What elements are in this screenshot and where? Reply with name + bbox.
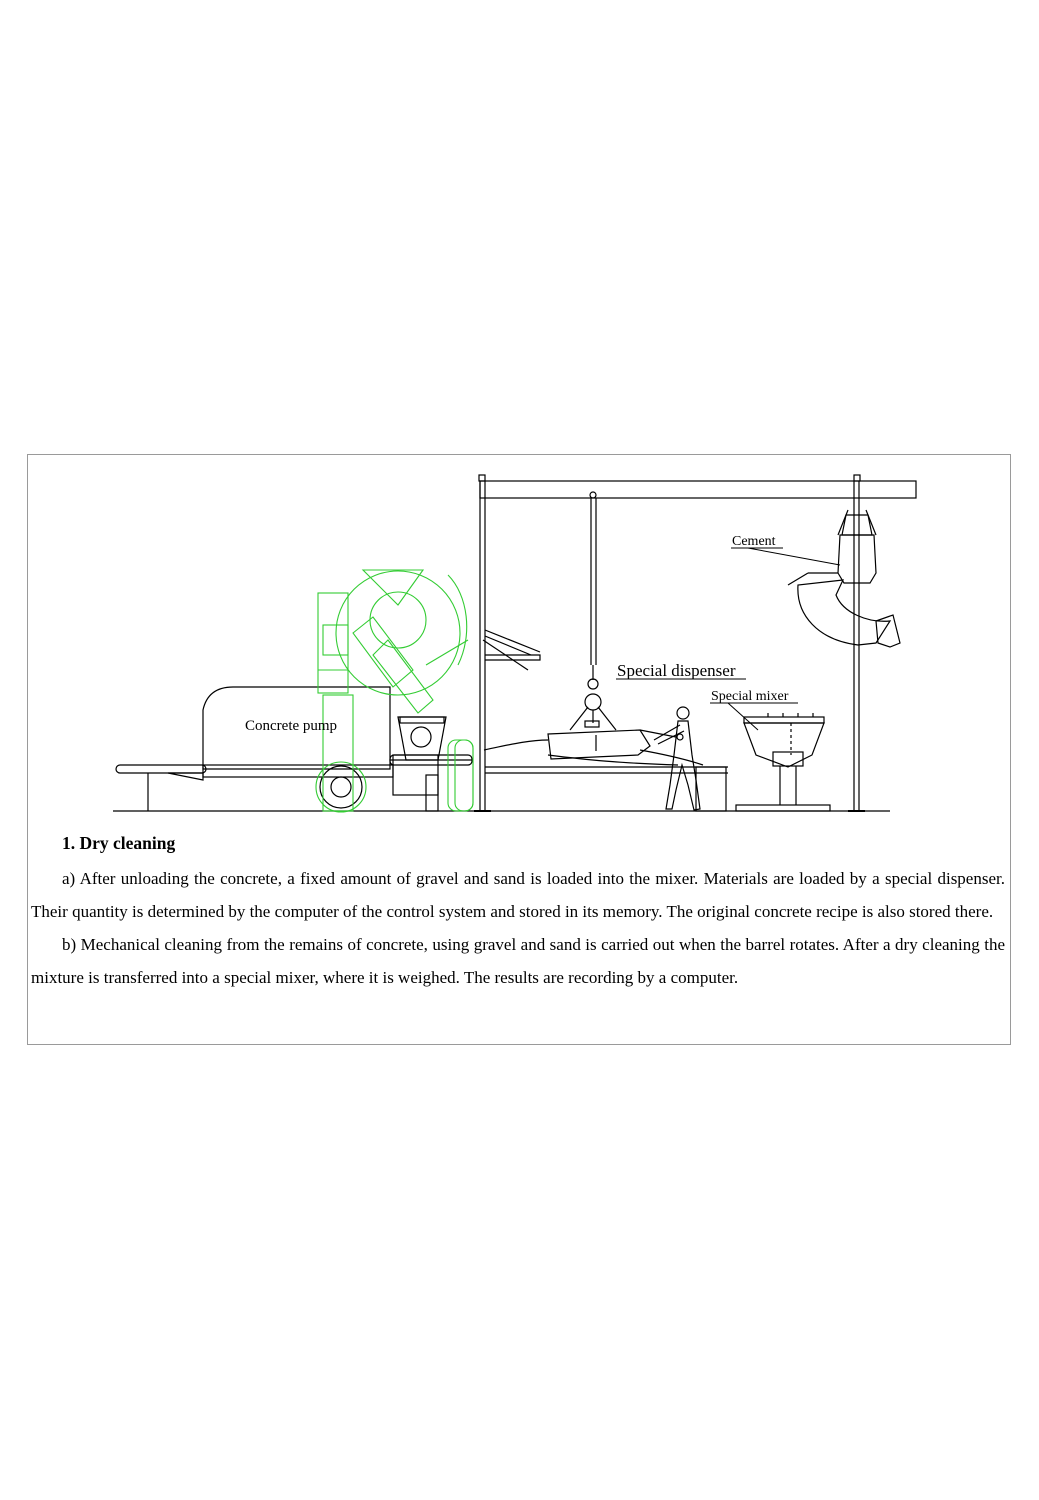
label-concrete-pump: Concrete pump: [245, 718, 338, 734]
section-heading: 1. Dry cleaning: [62, 833, 176, 853]
hoist-and-dispenser: [548, 492, 683, 759]
paragraph-b: b) Mechanical cleaning from the remains of concrete, using gravel and sand is carried out when the barrel rotates. After a dry cleaning the mixture is transferred into a special mixer, where it is weighed. The results are recording by a computer.: [31, 935, 1005, 987]
cement-leader: [748, 548, 840, 565]
figure-frame: [27, 454, 1011, 1045]
gantry-crane: [474, 475, 916, 811]
special-mixer-shape: [736, 713, 830, 811]
truck-mixer-drum: [316, 570, 473, 812]
dry-cleaning-diagram: [28, 455, 1010, 825]
worker-figure: [654, 707, 700, 810]
technical-drawing: [28, 455, 1010, 825]
description-text: [31, 831, 1005, 994]
cement-hopper: [788, 510, 900, 647]
label-special-dispenser: Special dispenser: [617, 661, 736, 680]
label-cement: Cement: [732, 534, 776, 549]
label-special-mixer: Special mixer: [711, 689, 789, 704]
paragraph-a: a) After unloading the concrete, a fixed amount of gravel and sand is loaded into the mixer. Materials are loaded by a special dispenser. Their quantity is determined by the computer of the control system and stored in its memory. The original concrete recipe is also stored there.: [31, 869, 1005, 921]
concrete-pump-trailer: [116, 687, 473, 811]
